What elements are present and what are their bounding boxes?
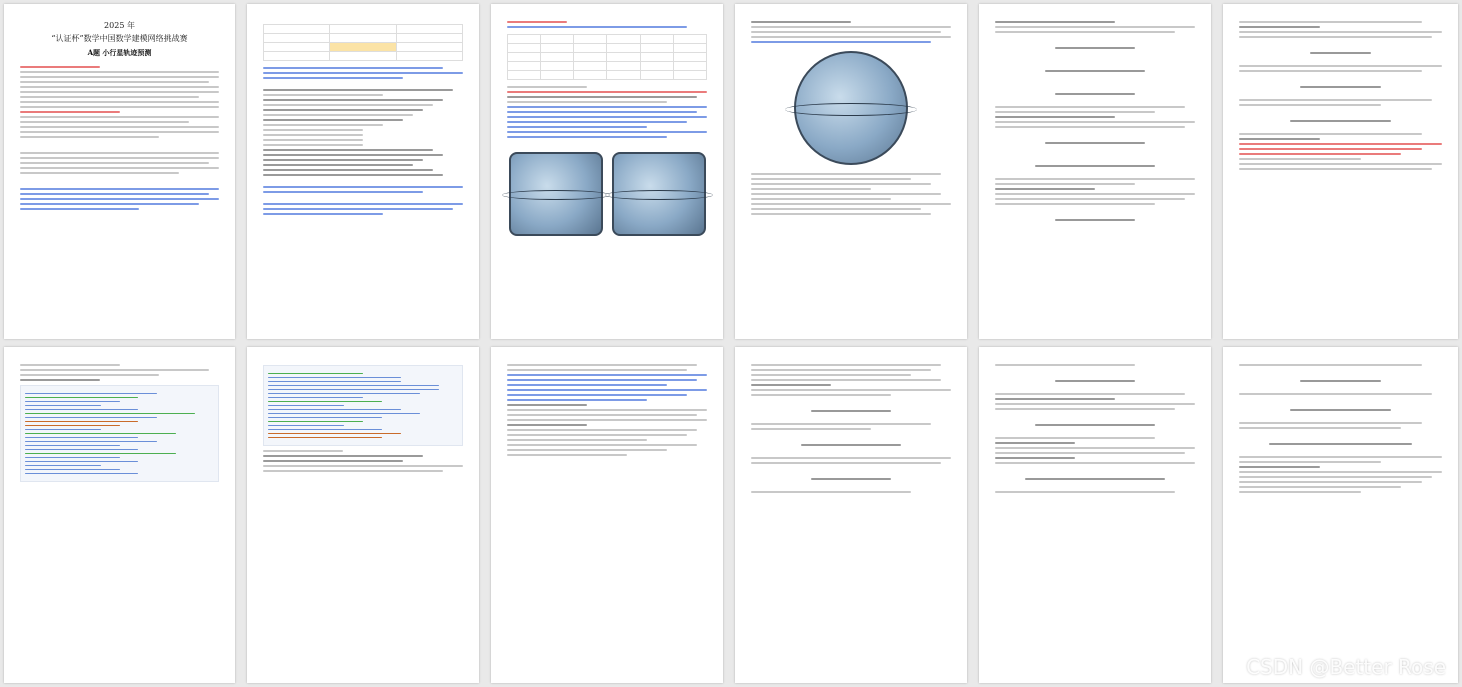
geocentric-globe-diagram (794, 51, 908, 165)
document-page-12 (1223, 347, 1458, 683)
document-page-7 (4, 347, 235, 683)
contest-name: “认证杯”数学中国数学建模网络挑战赛 (51, 34, 188, 43)
earth-illustration-right (612, 152, 706, 236)
matlab-code-block (20, 385, 219, 482)
contest-year: 2025 年 (104, 21, 135, 30)
document-page-5 (979, 4, 1211, 339)
document-page-8 (247, 347, 479, 683)
document-page-2 (247, 4, 479, 339)
earth-illustration-left (509, 152, 603, 236)
problem-title: A题 小行星轨迹预测 (87, 48, 152, 57)
matlab-code-continued (263, 365, 463, 446)
document-page-4 (735, 4, 967, 339)
document-page-6 (1223, 4, 1458, 339)
document-page-10 (735, 347, 967, 683)
document-page-3 (491, 4, 723, 339)
csdn-watermark: CSDN @Better Rose (1246, 655, 1446, 679)
field-table (263, 24, 463, 61)
document-page-9 (491, 347, 723, 683)
orbit-table (507, 34, 707, 80)
document-page-1 (4, 4, 235, 339)
document-page-11 (979, 347, 1211, 683)
